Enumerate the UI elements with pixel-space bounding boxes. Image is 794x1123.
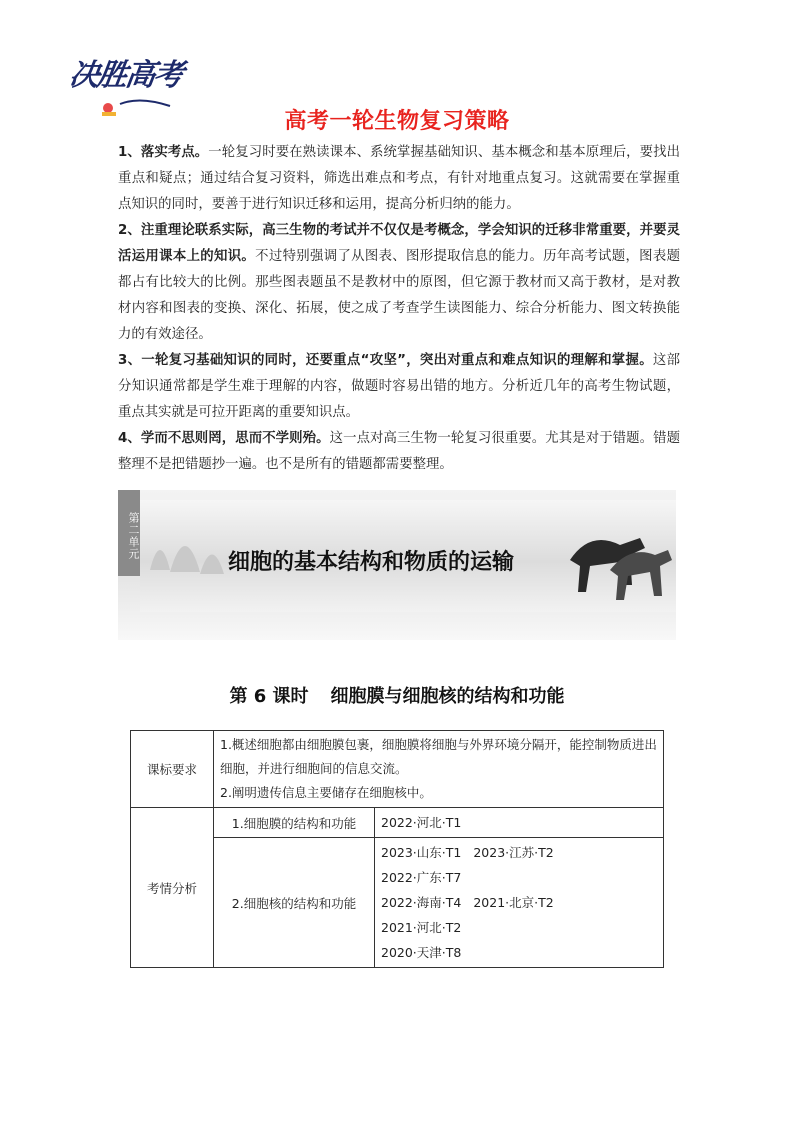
exam-references [375,838,664,968]
paragraph-body: 不过特别强调了从图表、图形提取信息的能力。历年高考试题，图表题都占有比较大的比例。那些图表题虽不是教材中的原图，但它源于教材而又高于教材，是对教材内容和图表的变换、深化、拓展，使之成了考查学生读图能力、综合分析能力、图文转换能力的有效途径。 [118,249,681,342]
exam-reference: 2020·天津·T8 [381,945,462,960]
lesson-number: 第 6 课时 [229,686,309,707]
strategy-text [118,140,680,478]
requirement-line: 1.概述细胞都由细胞膜包裹，细胞膜将细胞与外界环境分隔开，能控制物质进出细胞，并进行细胞间的信息交流。 [220,737,657,776]
paragraph-lead: 4、学而不思则罔，思而不学则殆。 [118,431,330,446]
exam-reference: 2021·北京·T2 [473,895,554,910]
paragraph-4 [118,426,680,478]
analysis-label: 考情分析 [131,808,214,968]
exam-references [375,808,664,838]
exam-reference: 2022·海南·T4 [381,895,462,910]
table-row [131,808,664,838]
topic-name: 2.细胞核的结构和功能 [214,838,375,968]
exam-reference: 2023·江苏·T2 [473,845,554,860]
paragraph-body: 一轮复习时要在熟读课本、系统掌握基础知识、基本概念和基本原理后，要找出重点和疑点；通过结合复习资料，筛选出难点和考点，有针对地重点复习。这就需要在掌握重点知识的同时，要善于进行知识迁移和运用，提高分析归纳的能力。 [118,145,680,212]
paragraph-lead: 2、注重理论联系实际，高三生物的考试并不仅仅是考概念，学会知识的迁移非常重要，并要灵活运用课本上的知识。 [118,223,680,264]
exam-reference: 2022·广东·T7 [381,870,462,885]
requirements-cell [214,731,664,808]
requirement-line: 2.阐明遗传信息主要储存在细胞核中。 [220,785,432,800]
logo-text: 决胜高考 [67,58,184,93]
paragraph-body: 这部分知识通常都是学生难于理解的内容，做题时容易出错的地方。分析近几年的高考生物试题，重点其实就是可拉开距离的重要知识点。 [118,353,681,420]
banner-panel [140,500,676,612]
exam-reference: 2023·山东·T1 [381,845,462,860]
lesson-title [0,682,794,708]
curriculum-table [130,730,664,968]
paragraph-lead: 1、落实考点。 [118,145,209,160]
unit-title: 细胞的基本结构和物质的运输 [228,550,515,575]
paragraph-body: 这一点对高三生物一轮复习很重要。尤其是对于错题。错题整理不是把错题抄一遍。也不是所有的错题都需要整理。 [118,431,680,472]
exam-reference: 2022·河北·T1 [381,815,462,830]
paragraph-lead: 3、一轮复习基础知识的同时，还要重点“攻坚”，突出对重点和难点知识的理解和掌握。 [118,353,653,368]
exam-reference: 2021·河北·T2 [381,920,462,935]
paragraph-1 [118,140,680,218]
lesson-name: 细胞膜与细胞核的结构和功能 [330,686,565,707]
paragraph-3 [118,348,680,426]
requirements-label: 课标要求 [131,731,214,808]
paragraph-2 [118,218,680,348]
page-title: 高考一轮生物复习策略 [284,109,510,134]
table-row [131,731,664,808]
unit-tag: 第二单元 [118,490,140,576]
topic-name: 1.细胞膜的结构和功能 [214,808,375,838]
unit-banner [118,490,676,640]
